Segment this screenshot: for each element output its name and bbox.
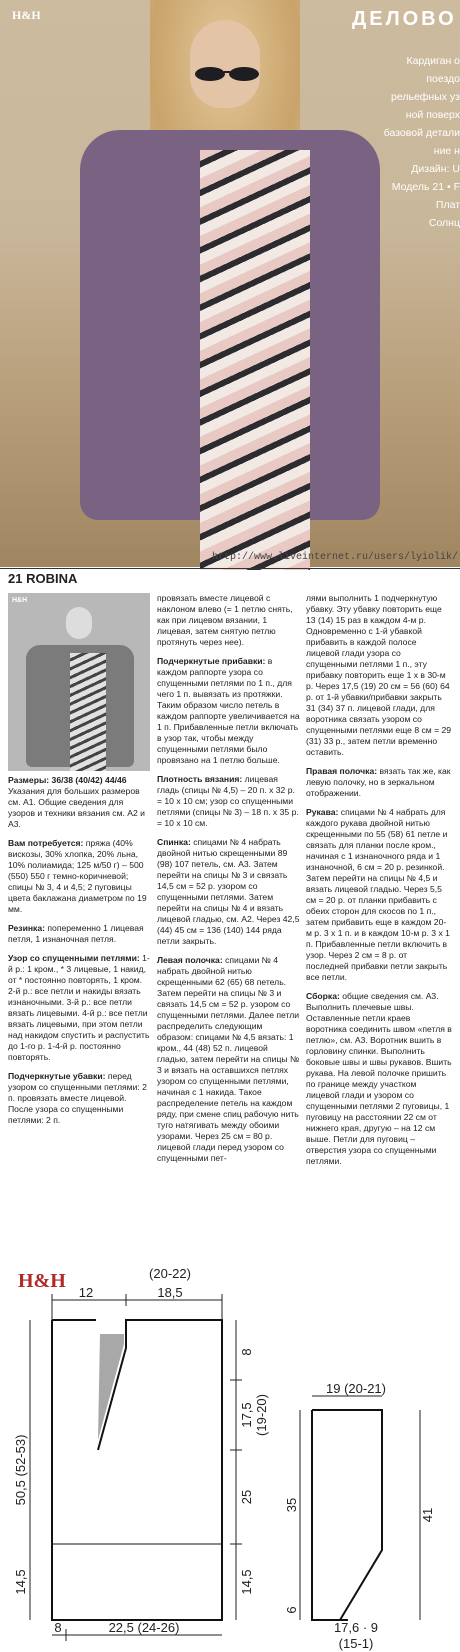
intro-line: рельефных уз [391, 91, 460, 103]
materials-label: Вам потребуется: [8, 838, 84, 848]
gauge-text: лицевая гладь (спицы № 4,5) – 20 п. х 32 р. = 10 х 10 см; узор со спущенными петлями (спицы № 3) – 18 п. х 35 р. = 10 х 10 см. [157, 774, 299, 828]
brand-logo: H&H [12, 8, 41, 22]
sleeve-dim-41: 41 [420, 1507, 435, 1523]
pattern-diagram [0, 1266, 460, 1652]
sizes-paragraph [8, 775, 150, 830]
dim-right-8: 8 [239, 1348, 254, 1356]
right-front-text: вязать так же, как левую полочку, но в зеркальном отображении. [306, 766, 451, 798]
assembly-paragraph [306, 991, 452, 1167]
pattern-text: 1-й р.: 1 кром., * 3 лицевые, 1 накид, от * постоянно повторять, 1 кром. 2-й р.: все петли и накиды вязать изнаночными. 3-й р.: все петли вязать лицевыми. 4-й р.: все петли вязать лицевыми, при этом петли над накидом спустить и распустить до 1-го р. 1-4-й р. постоянно повторять. [8, 953, 150, 1062]
sleeve-dim-6: 6 [284, 1606, 299, 1614]
thumb-blouse [70, 653, 106, 771]
sleeve-dim-35: 35 [284, 1497, 299, 1513]
gauge-label: Плотность вязания: [157, 774, 243, 784]
model-head [190, 20, 260, 108]
source-url[interactable]: http://www.liveinternet.ru/users/lyiolik/ [212, 552, 459, 563]
instructions-column-2 [157, 593, 300, 1172]
dimension-lines [30, 1294, 242, 1641]
rib-paragraph [8, 923, 150, 945]
dim-right-14-5: 14,5 [239, 1569, 254, 1595]
sleeves-label: Рукава: [306, 807, 339, 817]
sizes-value: 36/38 (40/42) 44/46 [49, 775, 127, 785]
sleeve-dim-top: 19 (20-21) [326, 1381, 386, 1396]
dim-bottom-8: 8 [54, 1620, 62, 1635]
section-divider [0, 568, 460, 569]
decrease-continued: провязать вместе лицевой с наклоном влево (= 1 петлю снять, как при лицевом вязании, 1 лицевая, затем снятую петлю протянуть через нее). [157, 593, 293, 647]
right-front-paragraph [306, 766, 452, 799]
intro-line: Модель 21 • F [391, 181, 460, 193]
sunglasses-icon [194, 66, 260, 82]
dim-bottom-22-5: 22,5 (24-26) [108, 1620, 180, 1635]
intro-line: Плат [435, 199, 460, 211]
sleeve-piece [312, 1410, 382, 1620]
intro-line: ной поверх [405, 109, 460, 121]
back-text: спицами № 4 набрать двойной нитью скрещенными 89 (98) 107 петель, см. А3. Затем перейти на спицы № 3 и связать 14,5 см = 52 р. узором со спущенными петлями. Затем перейти на спицы № 4 и вязать лицевой гладью, см. А2. Через 42,5 (44) 45 см = 136 (140) 144 ряда петли закрыть. [157, 837, 300, 946]
headline: ДЕЛОВО [352, 8, 457, 30]
body-piece [52, 1320, 222, 1620]
intro-line: ние н [433, 145, 460, 157]
hero-photo [0, 0, 460, 567]
decrease-text: перед узором со спущенными петлями: 2 п. провязать вместе лицевой. После узора со спущенными петлями: 2 п. [8, 1071, 147, 1125]
dim-top-right: 18,5 [157, 1285, 183, 1300]
dim-left-14-5: 14,5 [13, 1569, 28, 1595]
dim-top-right-sizes: (20-22) [149, 1266, 191, 1281]
instructions-column-3 [306, 593, 452, 1175]
intro-line: поездо [426, 73, 460, 85]
intro-line: Солнц [428, 217, 460, 229]
dim-right-17-5-sizes: (19-20) [254, 1394, 269, 1436]
rib-text: попеременно 1 лицевая петля, 1 изнаночная петля. [8, 923, 144, 944]
sleeves-text: спицами № 4 набрать для каждого рукава двойной нитью скрещенными по 55 (58) 61 петле и связать для планки после кром., начиная с 1 изнаночного ряда и 1 изнаночной, 6 см = 20 р. резинкой. Затем перейти на спицы № 4,5 и вязать лицевой гладью. Через 5,5 см = 20 р. от планки прибавить с обеих сторон для скосов по 1 п., затем прибавить еще в каждом 20-м р. 3 х 1 п. и в каждом 10-м р. 3 х 1 п. Прибавленные петли включить в узор. Через 2 см = 8 р. от последней прибавки петли закрыть все петли. [306, 807, 450, 982]
increase-label: Подчеркнутые прибавки: [157, 656, 266, 666]
dim-right-25: 25 [239, 1489, 254, 1505]
increase-paragraph [157, 656, 300, 766]
back-label: Спинка: [157, 837, 191, 847]
intro-line: Дизайн: U [411, 163, 460, 175]
thumb-brand: H&H [12, 597, 28, 604]
left-front-text: спицами № 4 набрать двойной нитью скрещенными 62 (65) 68 петель. Затем перейти на спицы № 3 и связать 14,5 см = 52 р. узором со спущенными петлями. Далее петли распределить следующим образом: спицами № 4,5 вязать: 1 кром., 44 (48) 52 п. лицевой гладью, затем перейти на спицы № 3 и вязать на оставшихся петлях узором со спущенными петлями, начиная с 1 накида. Такое распределение петель на каждом ряду, при смене спиц рабочую нить туго натягивать между обоими узорами. Через 25 см = 80 р. лицевой глади перед узором со спущенными пет- [157, 955, 300, 1163]
left-front-label: Левая полочка: [157, 955, 223, 965]
back-paragraph [157, 837, 300, 947]
pattern-paragraph [8, 953, 150, 1063]
dim-top-left: 12 [78, 1285, 94, 1300]
striped-blouse [200, 150, 310, 570]
thumb-head [66, 607, 92, 639]
intro-text [340, 52, 460, 232]
sizes-note: Указания для больших размеров см. А1. Общие сведения для узоров и техники вязания см. А2 и А3. [8, 786, 145, 829]
gauge-paragraph [157, 774, 300, 829]
decrease-paragraph [8, 1071, 150, 1126]
model-title: 21 ROBINA [8, 571, 78, 586]
diagram-brand: H&H [18, 1270, 66, 1292]
model-thumbnail [8, 593, 150, 771]
right-front-label: Правая полочка: [306, 766, 378, 776]
sizes-label: Размеры: [8, 775, 50, 785]
dim-left-total: 50,5 (52-53) [13, 1434, 28, 1506]
intro-line: Кардиган о [406, 55, 460, 67]
materials-paragraph [8, 838, 150, 915]
sleeves-paragraph [306, 807, 452, 983]
left-front-continued: лями выполнить 1 подчеркнутую убавку. Эту убавку повторить еще 13 (14) 15 раз в каждом 4-м р. Одновременно с 1-й убавкой прибавить в каждой полосе лицевой глади узора со спущенными петлями 1 п., эту прибавку повторить еще 1 х в 30-м р. Через 17,5 (19) 20 см = 56 (60) 64 р. от 1-й убавки/прибавки закрыть 31 (34) 37 п. лицевой глади, для воротника связать узором со спущенными петлями еще 8 см = 29 (31) 33 р., затем петли временно оставить. [306, 593, 452, 757]
increase-text: в каждом раппорте узора со спущенными петлями по 1 п., для чего 1 п. вывязать из протяжки. Таким образом число петель в каждом раппорте увеличивается на 1 п. Прибавленные петли включать в узор так, чтобы между спущенными петлями было провязано на 1 петлю больше. [157, 656, 300, 765]
assembly-text: общие сведения см. А3. Выполнить плечевые швы. Оставленные петли краев воротника соединить швом «петля в петлю», см. А3. Воротник вшить в горловину спинки. Выполнить боковые швы и швы рукавов. Вшить рукава. На левой полочке пришить по границе между участком лицевой глади и узором со спущенными петлями 2 пуговицы, 1 пуговицу на расстоянии 22 см от нижнего края, другую – на 12 см выше. Петли для пуговиц – отверстия узора со спущенными петлями. [306, 991, 452, 1166]
pattern-label: Узор со спущенными петлями: [8, 953, 140, 963]
sleeve-dim-bottom-sizes: (15-1) [338, 1636, 374, 1651]
left-front-paragraph [157, 955, 300, 1164]
sleeve-dim-bottom: 17,6 · 9 [333, 1620, 379, 1635]
dim-right-17-5: 17,5 [239, 1402, 254, 1428]
intro-line: базовой детали [383, 127, 460, 139]
rib-label: Резинка: [8, 923, 45, 933]
assembly-label: Сборка: [306, 991, 340, 1001]
materials-text: пряжа (40% вискозы, 30% хлопка, 20% льна, 10% полиамида; 125 м/50 г) – 500 (550) 550 г темно-коричневой; спицы № 3, 4 и 4,5; 2 пуговицы цвета баклажана диаметром по 19 мм. [8, 838, 147, 914]
collar-fill [98, 1334, 124, 1440]
decrease-label: Подчеркнутые убавки: [8, 1071, 106, 1081]
instructions-column-1 [8, 775, 150, 1134]
